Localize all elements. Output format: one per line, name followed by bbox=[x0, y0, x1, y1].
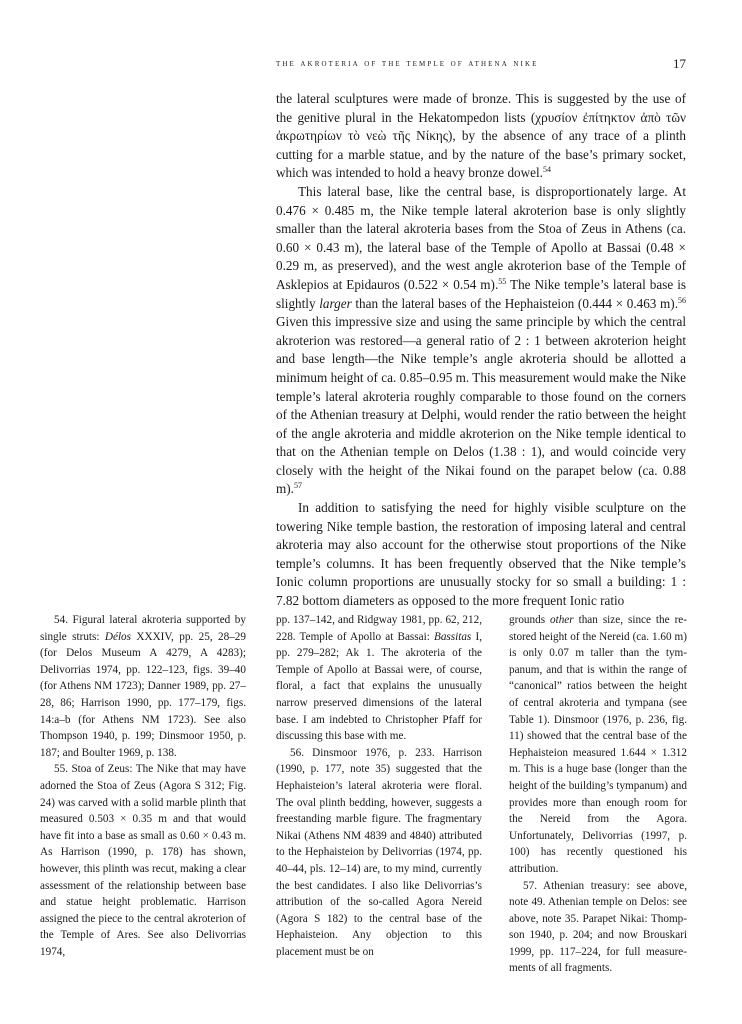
footnote-57: 57. Athenian treasury: see above, note 49. Athenian temple on Delos: see above, note 35. Parapet Nikai: Thompson 1940, p. 204; and now Brouskari 1999, pp. 117–224, for full measurements of all fragments. bbox=[509, 879, 687, 975]
paragraph-3: In addition to satisfying the need for highly visible sculpture on the towering Nike temple bastion, the restoration of imposing lateral and central akroteria may also account for the otherwise stout proportions of the Nike temple’s columns. It has been frequently observed that the Nike temple’s Ionic column proportions are unusually stocky for so small a building: 1 : 7.82 bottom diameters as opposed to the more frequent Ionic ratio bbox=[276, 500, 686, 609]
paragraph-2-text-a: This lateral base, like the central base, is disproportionately large. At 0.476 × 0.485 m, the Nike temple lateral akroterion base is only slightly smaller than the lateral akroteria bases from the Stoa of Zeus in Athens (ca. 0.60 × 0.43 m), the lateral base of the Temple of Apollo at Bassai (0.48 × 0.29 m, as preserved), and the west angle akroterion base of the Temple of Asklepios at Epidauros (0.522 × 0.54 m). bbox=[276, 183, 686, 292]
running-title: the akroteria of the temple of athena nike bbox=[276, 58, 539, 69]
footnote-56: 56. Dinsmoor 1976, p. 233. Harrison (1990, p. 177, note 35) suggested that the Hephaisteion’s lateral akroteria were floral. The oval plinth bedding, however, suggests a freestanding marble figure. The fragmentary Nikai (Athens NM 4839 and 4840) attributed to the Hephaisteion by Delivorrias (1974, pp. 40–44, pls. 12–14) are, to my mind, currently the best candidates. I also like Delivorrias’s attribution of the so-called Agora Nereid (Agora S 182) to the central base of the Hephaisteion. Any objection to this placement must be on bbox=[276, 746, 482, 958]
note-ref-56[interactable]: 56 bbox=[678, 295, 687, 305]
footnote-54-text-a: 54. Figural lateral akroteria supported by single struts: bbox=[40, 614, 246, 643]
footnote-56-continued bbox=[509, 612, 687, 878]
footnote-54-text-b: XXXIV, pp. 25, 28–29 (for Delos Museum A 4279, A 4283); Delivorrias 1974, pp. 122–123, figs. 39–40 (for Athens NM 1723); Danner 1989, pp. 27–28, 86; Harrison 1990, pp. 177–179, figs. 14:a–b (for Athens NM 1723). See also Thompson 1940, p. 199; Dinsmoor 1950, p. 187; and Boulter 1969, p. 138. bbox=[40, 630, 246, 759]
running-head bbox=[276, 58, 686, 74]
page-number: 17 bbox=[673, 56, 686, 71]
footnote-56-cont-text-b: than size, since the restored height of the Nereid (ca. 1.60 m) is only 0.07 m taller than the tympanum, and that is within the range of “canonical” ratios between the height of central akroteria and tympana (see Table 1). Dinsmoor (1976, p. 236, fig. 11) showed that the central base of the Hephaisteion measured 1.644 × 1.312 m. This is a huge base (longer than the height of the building’s tympanum) and provides more than enough room for the Nereid from the Agora. Unfortunately, Delivorrias (1997, p. 100) has recently questioned his attribution. bbox=[509, 614, 687, 875]
paragraph-1-text: the lateral sculptures were made of bronze. This is suggested by the use of the genitive plural in the Hekatompedon lists (χρυσίον ἐπίτηκτον ἀπὸ τῶν ἀκρωτηρίων τὸ νεὼ τῆς Νίκης), by the absence of any trace of a plinth cutting for a marble statue, and by the nature of the base’s primary socket, which was intended to hold a heavy bronze dowel. bbox=[276, 91, 686, 181]
footnote-55-cont-text-a: pp. 137–142, and Ridgway 1981, pp. 62, 212, 228. Temple of Apollo at Bassai: bbox=[276, 614, 482, 643]
paragraph-2-text-d: Given this impressive size and using the same principle by which the central akroterion was restored—a general ratio of 2 : 1 between akroterion height and base length—the Nike temple’s angle akroteria should be allotted a minimum height of ca. 0.85–0.95 m. This measurement would make the Nike temple’s lateral akroteria roughly comparable to those found on the corners of the Athenian treasury at Delphi, would render the ratio between the height of the angle akroteria and middle akroterion on the Nike temple identical to that on the Athenian temple on Delos (1.38 : 1), and would coincide very closely with the height of the Nikai found on the parapet below (ca. 0.88 m). bbox=[276, 314, 686, 497]
paragraph-2-text-c: than the lateral bases of the Hephaisteion (0.444 × 0.463 m). bbox=[351, 295, 679, 311]
note-ref-55[interactable]: 55 bbox=[498, 276, 507, 286]
footnote-column-1 bbox=[40, 612, 246, 960]
note-ref-54[interactable]: 54 bbox=[542, 165, 551, 175]
footnote-55-cont-italic: Bassitas bbox=[433, 630, 472, 643]
footnote-56-cont-italic: other bbox=[550, 614, 574, 626]
footnote-55-cont-text-b: I, pp. 279–282; Ak 1. The akroteria of the Temple of Apollo at Bassai were, of course, floral, a fact that explains the unusually narrow preserved dimensions of the lateral base. I am indebted to Christopher Pfaff for discussing this base with me. bbox=[276, 630, 482, 743]
footnote-column-3 bbox=[509, 612, 687, 977]
emphasis-larger: larger bbox=[319, 295, 352, 311]
footnote-55-continued bbox=[276, 612, 482, 745]
footnote-55: 55. Stoa of Zeus: The Nike that may have adorned the Stoa of Zeus (Agora S 312; Fig. 24) was carved with a solid marble plinth that measured 0.503 × 0.35 m and that would have fit into a base as small as 0.60 × 0.43 m. As Harrison (1990, p. 178) has shown, however, this plinth was recut, making a clear assessment of the relationship between base and statue height problematic. Harrison assigned the piece to the central akroterion of the Temple of Ares. See also Delivorrias 1974, bbox=[40, 763, 246, 958]
footnote-54 bbox=[40, 612, 246, 761]
footnote-56-cont-text-a: grounds bbox=[509, 614, 551, 626]
main-text bbox=[276, 90, 686, 611]
footnote-54-italic: Délos bbox=[104, 630, 132, 643]
paragraph-1 bbox=[276, 90, 686, 183]
footnote-column-2 bbox=[276, 612, 482, 960]
paragraph-2 bbox=[276, 183, 686, 499]
paragraph-2-text-b: The Nike temple’s lateral base is slightly bbox=[276, 276, 686, 311]
note-ref-57[interactable]: 57 bbox=[293, 481, 302, 491]
